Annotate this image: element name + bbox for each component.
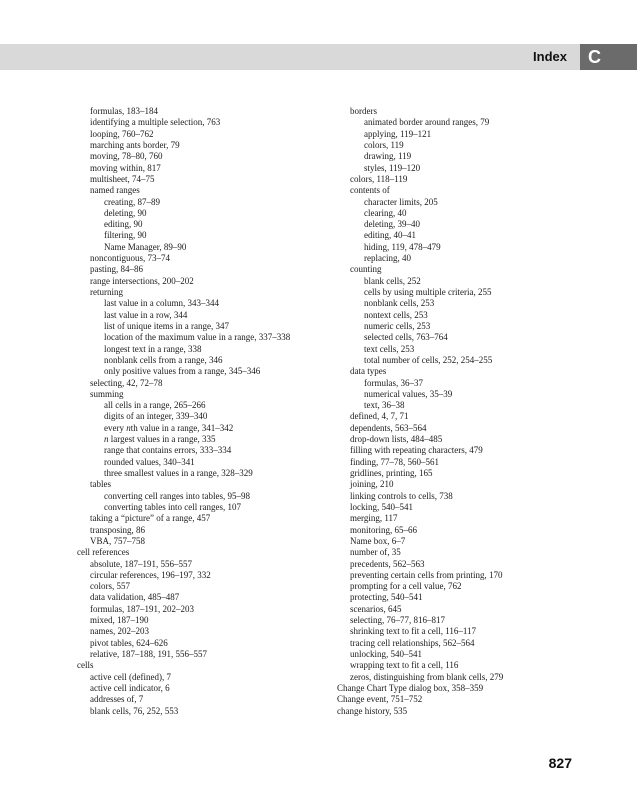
index-subentry: last value in a row, 344 <box>104 309 188 320</box>
index-entry: filling with repeating characters, 479 <box>350 445 483 456</box>
index-subentry: selected cells, 763–764 <box>364 332 448 343</box>
index-entry: preventing certain cells from printing, 170 <box>350 569 503 580</box>
index-subentry: clearing, 40 <box>364 207 407 218</box>
index-subentry: replacing, 40 <box>364 253 411 264</box>
index-subentry: creating, 87–89 <box>104 196 160 207</box>
index-entry: data types <box>350 366 387 377</box>
index-subentry: every nth value in a range, 341–342 <box>104 422 234 433</box>
index-entry: marching ants border, 79 <box>90 139 180 150</box>
page-title: Index <box>533 49 567 64</box>
index-entry: looping, 760–762 <box>90 128 154 139</box>
index-entry: colors, 557 <box>90 581 130 592</box>
index-entry: selecting, 42, 72–78 <box>90 377 163 388</box>
index-main-entry: Change event, 751–752 <box>337 694 423 705</box>
index-subentry: nonblank cells from a range, 346 <box>104 354 223 365</box>
index-subentry: applying, 119–121 <box>364 128 432 139</box>
index-subentry: numeric cells, 253 <box>364 320 431 331</box>
index-entry: range intersections, 200–202 <box>90 275 194 286</box>
index-entry: Name box, 6–7 <box>350 535 406 546</box>
index-entry: unlocking, 540–541 <box>350 649 422 659</box>
index-entry: linking controls to cells, 738 <box>350 490 453 501</box>
index-entry: taking a “picture” of a range, 457 <box>90 513 211 524</box>
index-entry: borders <box>350 106 377 116</box>
index-entry: addresses of, 7 <box>90 694 144 705</box>
index-subentry: cells by using multiple criteria, 255 <box>364 287 492 297</box>
index-subentry: animated border around ranges, 79 <box>364 117 490 128</box>
index-entry: moving within, 817 <box>90 162 161 173</box>
index-entry: absolute, 187–191, 556–557 <box>90 558 192 569</box>
index-subentry: converting cell ranges into tables, 95–98 <box>104 490 250 501</box>
index-entry: mixed, 187–190 <box>90 615 149 626</box>
index-subentry: Name Manager, 89–90 <box>104 241 187 252</box>
index-entry: zeros, distinguishing from blank cells, 279 <box>350 671 504 682</box>
index-subentry: styles, 119–120 <box>364 162 421 173</box>
index-main-entry: cell references <box>77 547 130 558</box>
index-subentry: drawing, 119 <box>364 151 412 162</box>
index-subentry: colors, 119 <box>364 139 404 150</box>
index-column-right <box>337 106 587 717</box>
index-entry: data validation, 485–487 <box>90 592 180 603</box>
index-subentry: deleting, 90 <box>104 207 147 218</box>
index-entry: protecting, 540–541 <box>350 592 423 603</box>
index-entry: pasting, 84–86 <box>90 264 143 275</box>
index-entry: formulas, 187–191, 202–203 <box>90 603 194 614</box>
index-subentry: editing, 90 <box>104 219 143 230</box>
index-subentry: formulas, 36–37 <box>364 377 423 388</box>
index-subentry: last value in a column, 343–344 <box>104 298 219 309</box>
index-entry: names, 202–203 <box>90 626 149 637</box>
index-subentry: nonblank cells, 253 <box>364 298 435 309</box>
index-entry: selecting, 76–77, 816–817 <box>350 615 445 626</box>
index-entry: active cell (defined), 7 <box>90 671 171 682</box>
index-subentry: range that contains errors, 333–334 <box>104 445 232 456</box>
index-entry: counting <box>350 264 382 275</box>
index-entry: returning <box>90 287 123 297</box>
index-entry: wrapping text to fit a cell, 116 <box>350 660 459 671</box>
index-subentry: all cells in a range, 265–266 <box>104 400 206 411</box>
index-subentry: three smallest values in a range, 328–329 <box>104 468 253 478</box>
index-main-entry: change history, 535 <box>337 705 408 716</box>
index-entry: summing <box>90 388 124 399</box>
index-subentry: text, 36–38 <box>364 400 405 411</box>
index-subentry: character limits, 205 <box>364 196 438 207</box>
index-entry: blank cells, 76, 252, 553 <box>90 705 179 716</box>
index-subentry: list of unique items in a range, 347 <box>104 320 229 331</box>
index-subentry: text cells, 253 <box>364 343 415 354</box>
index-subentry: location of the maximum value in a range, 337–338 <box>104 332 291 343</box>
index-entry: monitoring, 65–66 <box>350 524 417 535</box>
index-subentry: filtering, 90 <box>104 230 147 241</box>
index-entry: VBA, 757–758 <box>90 535 146 546</box>
index-entry: named ranges <box>90 185 140 196</box>
index-entry: drop-down lists, 484–485 <box>350 434 443 445</box>
index-entry: shrinking text to fit a cell, 116–117 <box>350 626 477 637</box>
index-subentry: rounded values, 340–341 <box>104 456 195 467</box>
index-entry: active cell indicator, 6 <box>90 682 170 693</box>
index-column-left <box>77 106 327 717</box>
index-subentry: numerical values, 35–39 <box>364 388 453 399</box>
index-entry: tables <box>90 479 111 490</box>
index-entry: pivot tables, 624–626 <box>90 637 168 648</box>
index-entry: number of, 35 <box>350 547 401 558</box>
section-letter-tab: C <box>580 44 637 70</box>
page-number: 827 <box>548 755 572 771</box>
index-entry: contents of <box>350 185 390 196</box>
index-subentry: total number of cells, 252, 254–255 <box>364 354 493 365</box>
index-entry: prompting for a cell value, 762 <box>350 581 462 592</box>
index-entry: precedents, 562–563 <box>350 558 425 569</box>
index-entry: tracing cell relationships, 562–564 <box>350 637 475 648</box>
index-entry: dependents, 563–564 <box>350 422 427 433</box>
index-entry: colors, 118–119 <box>350 173 408 184</box>
index-entry: gridlines, printing, 165 <box>350 468 433 478</box>
index-subentry: hiding, 119, 478–479 <box>364 241 441 252</box>
index-entry: moving, 78–80, 760 <box>90 151 163 162</box>
index-entry: noncontiguous, 73–74 <box>90 253 170 264</box>
index-entry: locking, 540–541 <box>350 501 413 512</box>
index-main-entry: cells <box>77 660 94 671</box>
index-entry: circular references, 196–197, 332 <box>90 569 211 580</box>
index-entry: transposing, 86 <box>90 524 145 535</box>
index-entry: identifying a multiple selection, 763 <box>90 117 221 128</box>
index-subentry: digits of an integer, 339–340 <box>104 411 208 422</box>
index-entry: joining, 210 <box>350 479 394 490</box>
index-subentry: editing, 40–41 <box>364 230 416 241</box>
index-entry: formulas, 183–184 <box>90 106 158 116</box>
index-entry: merging, 117 <box>350 513 398 524</box>
index-subentry: n largest values in a range, 335 <box>104 434 216 445</box>
index-entry: scenarios, 645 <box>350 603 402 614</box>
index-subentry: converting tables into cell ranges, 107 <box>104 501 241 512</box>
index-subentry: only positive values from a range, 345–346 <box>104 366 261 377</box>
index-subentry: deleting, 39–40 <box>364 219 420 230</box>
index-entry: relative, 187–188, 191, 556–557 <box>90 649 207 659</box>
index-subentry: nontext cells, 253 <box>364 309 428 320</box>
index-main-entry: Change Chart Type dialog box, 358–359 <box>337 682 484 693</box>
index-entry: multisheet, 74–75 <box>90 173 155 184</box>
index-entry: finding, 77–78, 560–561 <box>350 456 439 467</box>
index-subentry: blank cells, 252 <box>364 275 421 286</box>
index-entry: defined, 4, 7, 71 <box>350 411 409 422</box>
index-subentry: longest text in a range, 338 <box>104 343 202 354</box>
